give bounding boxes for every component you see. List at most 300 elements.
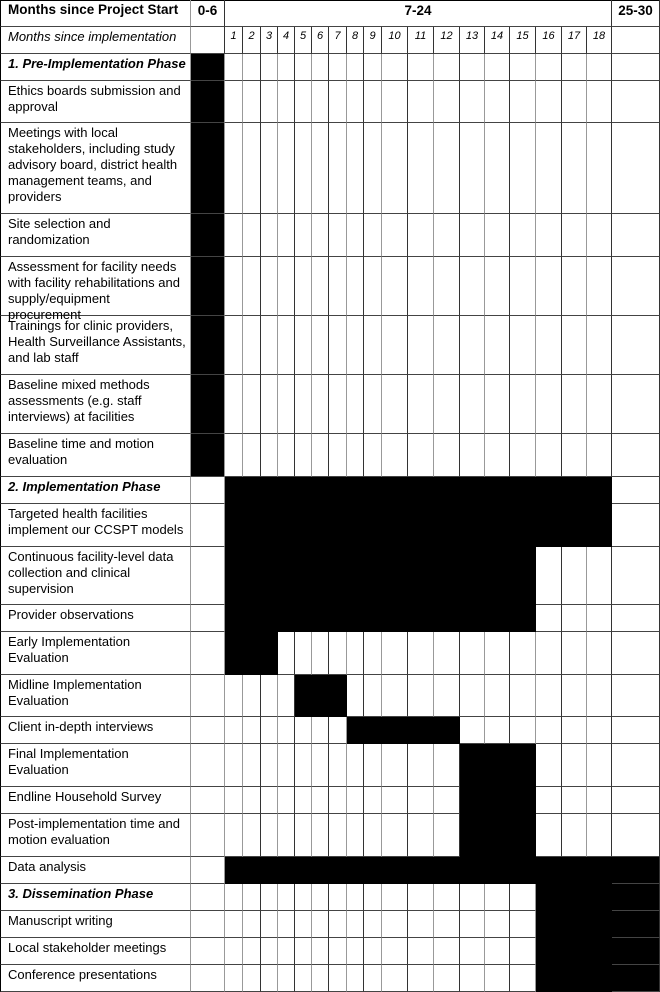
task-label: Post-implementation time and motion evaluation <box>0 814 191 857</box>
gantt-empty-cell-month-8 <box>347 884 364 911</box>
gantt-empty-cell-pre <box>191 477 225 504</box>
gantt-empty-cell-month-10 <box>382 884 408 911</box>
task-row <box>0 857 660 884</box>
period-label: 25-30 <box>618 3 653 18</box>
gantt-empty-cell-month-2 <box>243 717 261 744</box>
gantt-bar-cell-month-1 <box>225 504 243 547</box>
gantt-empty-cell-month-9 <box>364 123 382 214</box>
gantt-empty-cell-month-2 <box>243 257 261 316</box>
phase-label: 1. Pre-Implementation Phase <box>0 54 191 81</box>
gantt-bar-cell-month-2 <box>243 632 261 675</box>
gantt-empty-cell-month-5 <box>295 375 312 434</box>
gantt-empty-cell-month-4 <box>278 938 295 965</box>
gantt-empty-cell-month-5 <box>295 214 312 257</box>
gantt-bar-cell-month-10 <box>382 477 408 504</box>
gantt-empty-cell-month-6 <box>312 787 329 814</box>
gantt-empty-cell-month-6 <box>312 632 329 675</box>
gantt-empty-cell-month-17 <box>562 547 587 605</box>
gantt-empty-cell-month-17 <box>562 632 587 675</box>
gantt-empty-cell-month-11 <box>408 214 434 257</box>
gantt-bar-cell-month-3 <box>261 605 278 632</box>
gantt-empty-cell-month-9 <box>364 884 382 911</box>
gantt-bar-cell-month-10 <box>382 857 408 884</box>
gantt-empty-cell-pre <box>191 911 225 938</box>
gantt-empty-cell-month-4 <box>278 81 295 123</box>
gantt-bar-cell-month-14 <box>485 504 510 547</box>
header-row-project-start <box>0 0 660 27</box>
task-label: Early Implementation Evaluation <box>0 632 191 675</box>
gantt-bar-cell-month-13 <box>460 504 485 547</box>
gantt-empty-cell-month-1 <box>225 744 243 787</box>
gantt-bar-cell-month-6 <box>312 547 329 605</box>
gantt-bar-cell-month-14 <box>485 787 510 814</box>
gantt-bar-cell-month-18 <box>587 911 612 938</box>
gantt-empty-cell-month-4 <box>278 787 295 814</box>
gantt-empty-cell-month-10 <box>382 814 408 857</box>
gantt-empty-cell-month-13 <box>460 911 485 938</box>
gantt-bar-cell-month-3 <box>261 857 278 884</box>
gantt-empty-cell-month-9 <box>364 911 382 938</box>
phase-row <box>0 884 660 911</box>
gantt-empty-cell-month-14 <box>485 257 510 316</box>
gantt-empty-cell-month-1 <box>225 316 243 375</box>
gantt-empty-cell-month-6 <box>312 81 329 123</box>
month-number: 10 <box>388 30 401 42</box>
gantt-bar-cell-month-9 <box>364 857 382 884</box>
gantt-empty-cell-month-16 <box>536 316 562 375</box>
gantt-empty-cell-month-3 <box>261 814 278 857</box>
task-row <box>0 316 660 375</box>
gantt-empty-cell-month-1 <box>225 911 243 938</box>
gantt-empty-cell-month-11 <box>408 632 434 675</box>
gantt-empty-cell-month-3 <box>261 257 278 316</box>
gantt-bar-cell-month-9 <box>364 717 382 744</box>
gantt-empty-cell-month-5 <box>295 316 312 375</box>
gantt-empty-cell-month-8 <box>347 54 364 81</box>
gantt-empty-cell-month-14 <box>485 54 510 81</box>
gantt-empty-cell-month-14 <box>485 375 510 434</box>
gantt-empty-cell-month-6 <box>312 123 329 214</box>
gantt-empty-cell-pre <box>191 814 225 857</box>
month-number: 16 <box>542 30 555 42</box>
gantt-empty-cell-month-3 <box>261 938 278 965</box>
header-month-13 <box>460 27 485 54</box>
task-label: Conference presentations <box>0 965 191 992</box>
gantt-empty-cell-month-17 <box>562 375 587 434</box>
header-pre-blank <box>191 27 225 54</box>
gantt-empty-cell-month-11 <box>408 787 434 814</box>
gantt-empty-cell-month-11 <box>408 316 434 375</box>
gantt-empty-cell-month-8 <box>347 257 364 316</box>
gantt-empty-cell-month-3 <box>261 316 278 375</box>
gantt-bar-cell-month-15 <box>510 477 536 504</box>
gantt-empty-cell-month-6 <box>312 744 329 787</box>
gantt-empty-cell-month-12 <box>434 123 460 214</box>
phase-row <box>0 477 660 504</box>
gantt-bar-cell-month-3 <box>261 632 278 675</box>
gantt-bar-cell-month-13 <box>460 605 485 632</box>
gantt-empty-cell-month-6 <box>312 717 329 744</box>
gantt-bar-cell-month-14 <box>485 477 510 504</box>
gantt-bar-cell-month-12 <box>434 717 460 744</box>
gantt-empty-cell-month-7 <box>329 257 347 316</box>
gantt-empty-cell-month-16 <box>536 787 562 814</box>
month-number: 9 <box>369 30 376 42</box>
gantt-empty-cell-month-4 <box>278 257 295 316</box>
gantt-empty-cell-month-9 <box>364 632 382 675</box>
gantt-bar-cell-month-9 <box>364 477 382 504</box>
gantt-empty-cell-month-15 <box>510 81 536 123</box>
header-project-start-label: Months since Project Start <box>0 0 191 27</box>
gantt-empty-cell-month-14 <box>485 911 510 938</box>
gantt-bar-cell-month-12 <box>434 504 460 547</box>
gantt-bar-cell-month-5 <box>295 477 312 504</box>
gantt-bar-cell-month-2 <box>243 477 261 504</box>
gantt-bar-cell-month-5 <box>295 857 312 884</box>
gantt-empty-cell-month-13 <box>460 316 485 375</box>
gantt-empty-cell-month-11 <box>408 938 434 965</box>
gantt-empty-cell-month-5 <box>295 787 312 814</box>
gantt-bar-cell-month-15 <box>510 787 536 814</box>
gantt-empty-cell-month-8 <box>347 214 364 257</box>
gantt-empty-cell-month-6 <box>312 814 329 857</box>
gantt-empty-cell-month-14 <box>485 214 510 257</box>
gantt-empty-cell-month-5 <box>295 123 312 214</box>
gantt-empty-cell-month-5 <box>295 814 312 857</box>
gantt-empty-cell-month-9 <box>364 257 382 316</box>
gantt-empty-cell-month-17 <box>562 675 587 717</box>
gantt-empty-cell-month-13 <box>460 938 485 965</box>
header-month-16 <box>536 27 562 54</box>
header-month-1 <box>225 27 243 54</box>
task-label: Site selection and randomization <box>0 214 191 257</box>
gantt-empty-cell-month-6 <box>312 257 329 316</box>
gantt-bar-cell-month-14 <box>485 814 510 857</box>
gantt-bar-cell-month-1 <box>225 477 243 504</box>
task-row <box>0 434 660 477</box>
gantt-empty-cell-month-15 <box>510 434 536 477</box>
gantt-empty-cell-month-11 <box>408 54 434 81</box>
gantt-empty-cell-month-4 <box>278 965 295 992</box>
gantt-empty-cell-month-13 <box>460 214 485 257</box>
gantt-empty-cell-month-12 <box>434 938 460 965</box>
gantt-empty-cell-month-12 <box>434 54 460 81</box>
header-period-0-6 <box>191 0 225 27</box>
gantt-empty-cell-month-17 <box>562 54 587 81</box>
gantt-bar-cell-month-17 <box>562 884 587 911</box>
gantt-empty-cell-month-18 <box>587 316 612 375</box>
gantt-empty-cell-month-4 <box>278 214 295 257</box>
gantt-empty-cell-month-5 <box>295 744 312 787</box>
gantt-empty-cell-month-18 <box>587 434 612 477</box>
gantt-empty-cell-month-2 <box>243 375 261 434</box>
gantt-bar-cell-month-12 <box>434 857 460 884</box>
gantt-empty-cell-month-3 <box>261 787 278 814</box>
period-label: 0-6 <box>197 3 218 18</box>
gantt-empty-cell-month-10 <box>382 375 408 434</box>
gantt-empty-cell-month-7 <box>329 884 347 911</box>
gantt-empty-cell-month-9 <box>364 81 382 123</box>
gantt-empty-cell-month-2 <box>243 81 261 123</box>
gantt-bar-cell-month-7 <box>329 857 347 884</box>
gantt-empty-cell-month-3 <box>261 675 278 717</box>
gantt-empty-cell-post <box>612 787 660 814</box>
header-month-12 <box>434 27 460 54</box>
gantt-empty-cell-month-9 <box>364 375 382 434</box>
phase-row <box>0 54 660 81</box>
gantt-empty-cell-month-18 <box>587 675 612 717</box>
gantt-empty-cell-month-11 <box>408 123 434 214</box>
gantt-empty-cell-month-3 <box>261 744 278 787</box>
gantt-bar-cell-month-12 <box>434 605 460 632</box>
gantt-empty-cell-month-7 <box>329 814 347 857</box>
task-row <box>0 911 660 938</box>
gantt-bar-cell-month-7 <box>329 547 347 605</box>
task-label: Trainings for clinic providers, Health Surveillance Assistants, and lab staff <box>0 316 191 375</box>
gantt-empty-cell-month-1 <box>225 214 243 257</box>
task-row <box>0 965 660 992</box>
gantt-empty-cell-month-7 <box>329 787 347 814</box>
gantt-empty-cell-month-3 <box>261 911 278 938</box>
gantt-empty-cell-month-16 <box>536 717 562 744</box>
gantt-empty-cell-post <box>612 744 660 787</box>
period-label: 7-24 <box>404 3 432 18</box>
gantt-bar-cell-month-3 <box>261 547 278 605</box>
task-label: Endline Household Survey <box>0 787 191 814</box>
task-row <box>0 787 660 814</box>
header-month-15 <box>510 27 536 54</box>
gantt-empty-cell-month-3 <box>261 965 278 992</box>
gantt-empty-cell-month-12 <box>434 214 460 257</box>
gantt-empty-cell-month-10 <box>382 81 408 123</box>
gantt-empty-cell-month-15 <box>510 54 536 81</box>
gantt-empty-cell-month-15 <box>510 316 536 375</box>
gantt-empty-cell-month-17 <box>562 316 587 375</box>
month-number: 11 <box>414 30 427 42</box>
gantt-empty-cell-month-6 <box>312 965 329 992</box>
header-period-25-30 <box>612 0 660 27</box>
task-label: Provider observations <box>0 605 191 632</box>
gantt-empty-cell-month-1 <box>225 938 243 965</box>
gantt-empty-cell-pre <box>191 605 225 632</box>
gantt-empty-cell-post <box>612 123 660 214</box>
task-row <box>0 375 660 434</box>
gantt-empty-cell-month-14 <box>485 884 510 911</box>
gantt-empty-cell-month-10 <box>382 911 408 938</box>
gantt-empty-cell-month-8 <box>347 911 364 938</box>
gantt-bar-cell-month-4 <box>278 504 295 547</box>
month-number: 6 <box>316 30 324 42</box>
gantt-empty-cell-month-18 <box>587 547 612 605</box>
gantt-bar-cell-pre <box>191 81 225 123</box>
month-number: 14 <box>490 30 504 42</box>
gantt-empty-cell-month-3 <box>261 717 278 744</box>
gantt-empty-cell-pre <box>191 787 225 814</box>
gantt-bar-cell-month-6 <box>312 605 329 632</box>
gantt-empty-cell-post <box>612 717 660 744</box>
gantt-empty-cell-post <box>612 375 660 434</box>
gantt-empty-cell-month-16 <box>536 814 562 857</box>
gantt-empty-cell-month-9 <box>364 316 382 375</box>
gantt-bar-cell-month-16 <box>536 938 562 965</box>
gantt-empty-cell-month-15 <box>510 911 536 938</box>
gantt-bar-cell-month-11 <box>408 717 434 744</box>
gantt-empty-cell-month-5 <box>295 434 312 477</box>
gantt-empty-cell-month-4 <box>278 675 295 717</box>
gantt-bar-cell-month-7 <box>329 605 347 632</box>
gantt-empty-cell-pre <box>191 744 225 787</box>
gantt-bar-cell-month-18 <box>587 938 612 965</box>
gantt-bar-cell-month-15 <box>510 814 536 857</box>
month-number: 17 <box>567 30 581 42</box>
gantt-bar-cell-month-13 <box>460 744 485 787</box>
gantt-empty-cell-post <box>612 214 660 257</box>
gantt-empty-cell-month-14 <box>485 123 510 214</box>
gantt-empty-cell-month-13 <box>460 375 485 434</box>
gantt-bar-cell-month-13 <box>460 477 485 504</box>
gantt-empty-cell-month-3 <box>261 884 278 911</box>
gantt-empty-cell-pre <box>191 547 225 605</box>
gantt-empty-cell-month-10 <box>382 257 408 316</box>
gantt-bar-cell-month-7 <box>329 477 347 504</box>
gantt-empty-cell-month-8 <box>347 375 364 434</box>
gantt-bar-cell-month-18 <box>587 965 612 992</box>
gantt-bar-cell-month-17 <box>562 911 587 938</box>
gantt-empty-cell-month-17 <box>562 605 587 632</box>
gantt-bar-cell-month-15 <box>510 857 536 884</box>
gantt-empty-cell-month-7 <box>329 717 347 744</box>
gantt-bar-cell-post <box>612 965 660 992</box>
month-number: 3 <box>265 30 273 42</box>
gantt-empty-cell-month-11 <box>408 375 434 434</box>
gantt-empty-cell-month-14 <box>485 632 510 675</box>
gantt-bar-cell-month-17 <box>562 938 587 965</box>
gantt-empty-cell-month-9 <box>364 675 382 717</box>
gantt-bar-cell-month-15 <box>510 504 536 547</box>
gantt-empty-cell-month-12 <box>434 884 460 911</box>
gantt-empty-cell-month-16 <box>536 547 562 605</box>
gantt-empty-cell-month-17 <box>562 787 587 814</box>
gantt-empty-cell-month-12 <box>434 814 460 857</box>
gantt-bar-cell-month-8 <box>347 547 364 605</box>
gantt-bar-cell-month-3 <box>261 477 278 504</box>
phase-label: 2. Implementation Phase <box>0 477 191 504</box>
gantt-bar-cell-month-15 <box>510 744 536 787</box>
gantt-bar-cell-month-11 <box>408 605 434 632</box>
gantt-empty-cell-month-2 <box>243 965 261 992</box>
task-label: Data analysis <box>0 857 191 884</box>
gantt-empty-cell-month-18 <box>587 632 612 675</box>
gantt-bar-cell-month-16 <box>536 857 562 884</box>
gantt-bar-cell-month-14 <box>485 857 510 884</box>
gantt-empty-cell-month-12 <box>434 257 460 316</box>
gantt-bar-cell-month-11 <box>408 547 434 605</box>
gantt-bar-cell-month-4 <box>278 477 295 504</box>
gantt-empty-cell-month-15 <box>510 938 536 965</box>
task-label: Client in-depth interviews <box>0 717 191 744</box>
gantt-bar-cell-post <box>612 884 660 911</box>
month-number: 18 <box>592 30 606 42</box>
gantt-empty-cell-month-16 <box>536 54 562 81</box>
gantt-empty-cell-month-2 <box>243 316 261 375</box>
header-month-8 <box>347 27 364 54</box>
gantt-bar-cell-month-16 <box>536 884 562 911</box>
gantt-empty-cell-month-16 <box>536 434 562 477</box>
gantt-empty-cell-month-14 <box>485 81 510 123</box>
gantt-empty-cell-pre <box>191 717 225 744</box>
gantt-empty-cell-month-8 <box>347 938 364 965</box>
gantt-empty-cell-month-10 <box>382 787 408 814</box>
gantt-bar-cell-post <box>612 911 660 938</box>
gantt-empty-cell-month-1 <box>225 81 243 123</box>
phase-label: 3. Dissemination Phase <box>0 884 191 911</box>
gantt-empty-cell-month-1 <box>225 375 243 434</box>
gantt-empty-cell-month-13 <box>460 675 485 717</box>
header-month-6 <box>312 27 329 54</box>
gantt-empty-cell-month-12 <box>434 375 460 434</box>
gantt-empty-cell-month-5 <box>295 81 312 123</box>
gantt-empty-cell-month-16 <box>536 214 562 257</box>
header-period-7-24 <box>225 0 612 27</box>
gantt-empty-cell-month-6 <box>312 375 329 434</box>
gantt-empty-cell-month-8 <box>347 434 364 477</box>
gantt-empty-cell-post <box>612 814 660 857</box>
gantt-empty-cell-month-7 <box>329 938 347 965</box>
gantt-empty-cell-month-12 <box>434 675 460 717</box>
gantt-empty-cell-month-17 <box>562 123 587 214</box>
gantt-bar-cell-month-9 <box>364 547 382 605</box>
gantt-empty-cell-month-10 <box>382 214 408 257</box>
gantt-empty-cell-post <box>612 257 660 316</box>
gantt-empty-cell-month-6 <box>312 911 329 938</box>
gantt-empty-cell-month-6 <box>312 316 329 375</box>
gantt-empty-cell-month-8 <box>347 675 364 717</box>
gantt-empty-cell-month-12 <box>434 434 460 477</box>
task-row <box>0 675 660 717</box>
task-label: Assessment for facility needs with facility rehabilitations and supply/equipment procurement <box>0 257 191 316</box>
gantt-empty-cell-month-5 <box>295 54 312 81</box>
gantt-bar-cell-month-9 <box>364 605 382 632</box>
gantt-empty-cell-month-12 <box>434 744 460 787</box>
gantt-bar-cell-month-6 <box>312 857 329 884</box>
gantt-empty-cell-month-11 <box>408 744 434 787</box>
gantt-bar-cell-month-12 <box>434 477 460 504</box>
gantt-empty-cell-month-18 <box>587 744 612 787</box>
gantt-empty-cell-month-18 <box>587 814 612 857</box>
gantt-bar-cell-pre <box>191 214 225 257</box>
gantt-bar-cell-post <box>612 938 660 965</box>
gantt-empty-cell-month-12 <box>434 632 460 675</box>
gantt-empty-cell-month-14 <box>485 938 510 965</box>
header-month-11 <box>408 27 434 54</box>
gantt-bar-cell-month-17 <box>562 857 587 884</box>
gantt-empty-cell-month-16 <box>536 675 562 717</box>
gantt-empty-cell-month-1 <box>225 123 243 214</box>
gantt-bar-cell-month-8 <box>347 717 364 744</box>
gantt-empty-cell-month-12 <box>434 81 460 123</box>
gantt-empty-cell-month-2 <box>243 938 261 965</box>
gantt-empty-cell-month-17 <box>562 81 587 123</box>
gantt-empty-cell-month-4 <box>278 884 295 911</box>
gantt-bar-cell-month-1 <box>225 632 243 675</box>
task-label: Ethics boards submission and approval <box>0 81 191 123</box>
gantt-empty-cell-month-13 <box>460 884 485 911</box>
gantt-empty-cell-month-17 <box>562 744 587 787</box>
gantt-empty-cell-month-6 <box>312 938 329 965</box>
gantt-empty-cell-month-7 <box>329 632 347 675</box>
gantt-bar-cell-month-14 <box>485 547 510 605</box>
gantt-empty-cell-month-11 <box>408 257 434 316</box>
